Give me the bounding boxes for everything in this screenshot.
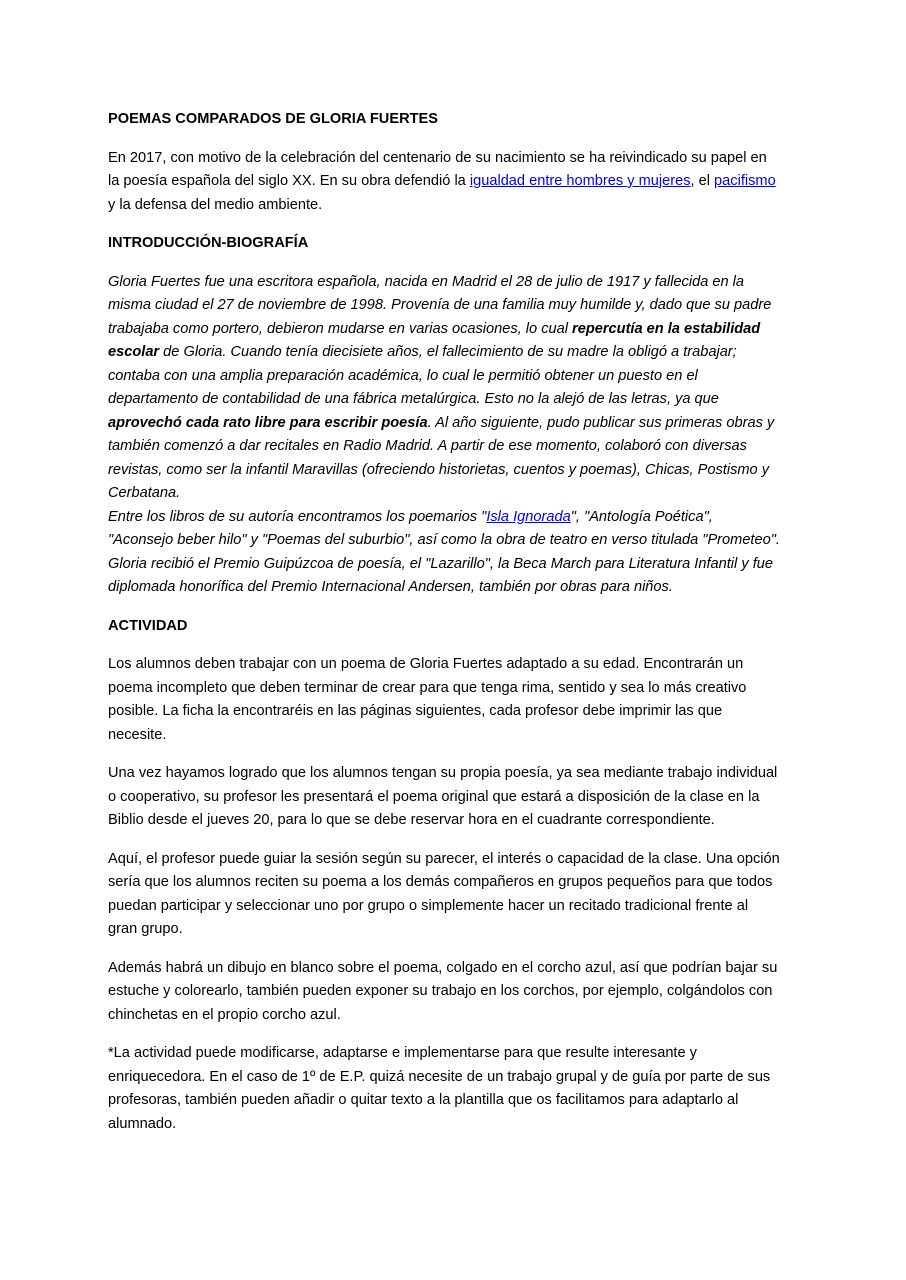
bio-text: de Gloria. Cuando tenía diecisiete años, el fallecimiento de su madre la obligó a trabajar; contaba con una amplia preparación académica, lo cual le permitió obtener un puesto en el departamento de contabilidad de una fábrica metalúrgica. Esto no la alejó de las letras, ya que xyxy=(108,344,737,407)
activity-note: *La actividad puede modificarse, adaptarse e implementarse para que resulte interesante y enriquecedora. En el caso de 1º de E.P. quizá necesite de un trabajo grupal y de guía por parte de sus profesoras, también pueden añadir o quitar texto a la plantilla que os facilitamos para adaptarlo al alumnado. xyxy=(108,1045,771,1132)
intro-text: y la defensa del medio ambiente. xyxy=(108,196,323,213)
activity-paragraph: Aquí, el profesor puede guiar la sesión según su parecer, el interés o capacidad de la clase. Una opción sería que los alumnos reciten su poema a los demás compañeros en grupos pequeños para que todos puedan participar y seleccionar uno por grupo o simplemente hacer un recitado tradicional frente al gran grupo. xyxy=(108,850,780,937)
intro-text: En 2017, con motivo de la celebración del centenario de su nacimiento se ha reivindicado su papel en la poesía española del siglo XX. En su obra defendió la xyxy=(108,149,767,189)
bio-text: Entre los libros de su autoría encontramos los poemarios " xyxy=(108,508,487,525)
document-title: POEMAS COMPARADOS DE GLORIA FUERTES xyxy=(108,111,438,127)
link-pacifismo[interactable]: pacifismo xyxy=(714,173,776,189)
bio-paragraph xyxy=(108,271,780,600)
bio-bold-text: repercutía en la estabilidad escolar xyxy=(108,320,761,360)
activity-paragraph: Una vez hayamos logrado que los alumnos tengan su propia poesía, ya sea mediante trabajo individual o cooperativo, su profesor les presentará el poema original que estará a disposición de la clase en la Biblio desde el jueves 20, para lo que se debe reservar hora en el cuadrante correspondiente. xyxy=(108,765,778,828)
document-page xyxy=(108,108,780,1151)
activity-paragraph: Los alumnos deben trabajar con un poema de Gloria Fuertes adaptado a su edad. Encontrarán un poema incompleto que deben terminar de crear para que tenga rima, sentido y sea lo más creativo posible. La ficha la encontraréis en las páginas siguientes, cada profesor debe imprimir las que necesite. xyxy=(108,656,747,743)
activity-heading: ACTIVIDAD xyxy=(108,617,188,634)
intro-text: , el xyxy=(690,173,715,189)
link-igualdad[interactable]: igualdad entre hombres y mujeres xyxy=(469,173,691,189)
bio-bold-text: aprovechó cada rato libre para escribir poesía xyxy=(108,414,428,431)
bio-heading: INTRODUCCIÓN-BIOGRAFÍA xyxy=(108,235,309,251)
bio-text: . Al año siguiente, pudo publicar sus primeras obras y también comenzó a dar recitales en Radio Madrid. A partir de ese momento, colaboró con diversas revistas, como ser la infantil Maravillas (ofreciendo historietas, cuentos y poemas), Chicas, Postismo y Cerbatana. xyxy=(108,414,775,501)
link-isla-ignorada[interactable]: Isla Ignorada xyxy=(486,508,571,525)
activity-paragraph: Además habrá un dibujo en blanco sobre el poema, colgado en el corcho azul, así que podrían bajar su estuche y colorearlo, también pueden exponer su trabajo en los corchos, por ejemplo, colgándolos con chinchetas en el propio corcho azul. xyxy=(108,959,778,1023)
bio-text: Gloria Fuertes fue una escritora española, nacida en Madrid el 28 de julio de 1917 y fallecida en la misma ciudad el 27 de noviembre de 1998. Provenía de una familia muy humilde y, dado que su padre trabajaba como portero, debieron mudarse en varias ocasiones, lo cual xyxy=(108,273,772,337)
bio-text: ", "Antología Poética", "Aconsejo beber hilo" y "Poemas del suburbio", así como la obra de teatro en verso titulada "Prometeo". Gloria recibió el Premio Guipúzcoa de poesía, el "Lazarillo", la Beca March para Literatura Infantil y fue diplomada honorífica del Premio Internacional Andersen, también por obras para niños. xyxy=(108,508,780,595)
intro-paragraph xyxy=(108,147,780,218)
